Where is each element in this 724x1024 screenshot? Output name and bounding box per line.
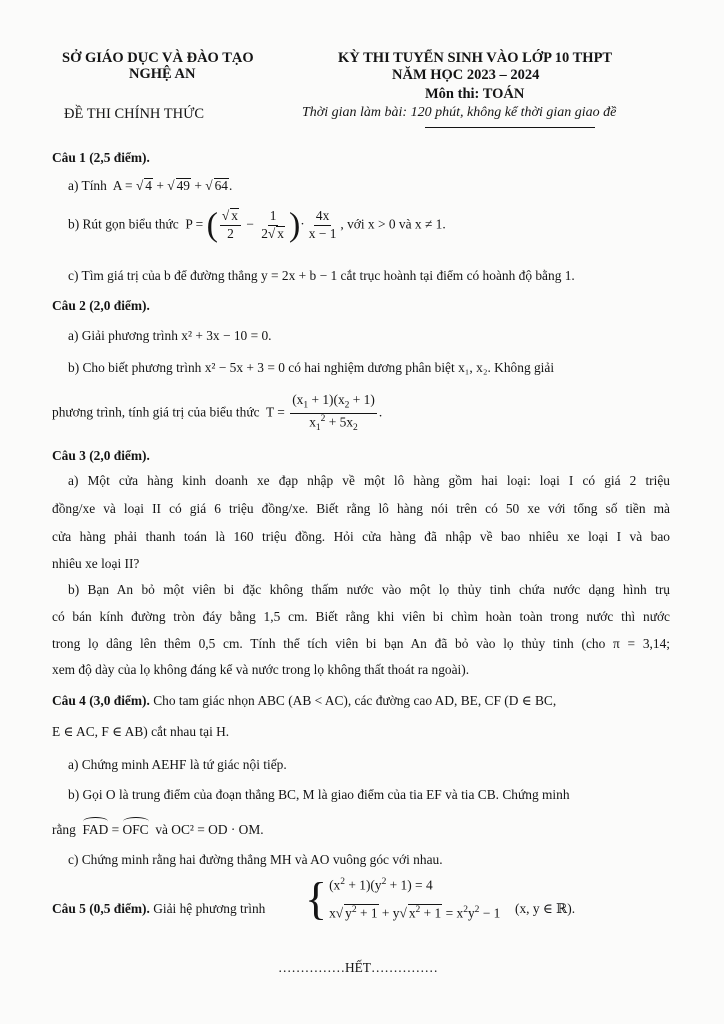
header-underline bbox=[425, 127, 595, 128]
q3-b3: trong lọ dâng lên thêm 0,5 cm. Tính thể tích viên bi bạn An đã bỏ vào lọ thủy tinh (cho π = 3,14; bbox=[52, 636, 670, 651]
q3-a3: cửa hàng phải thanh toán là 160 triệu đồng. Hỏi cửa hàng đã nhập về bao nhiêu xe loại I và bao bbox=[52, 529, 670, 544]
q2-b1: b) Cho biết phương trình x² − 5x + 3 = 0 có hai nghiệm dương phân biệt x₁, x₂. Không giải bbox=[68, 360, 555, 375]
official-label: ĐỀ THI CHÍNH THỨC bbox=[64, 106, 205, 122]
end-marker: ……………HẾT…………… bbox=[278, 960, 438, 975]
time-limit: Thời gian làm bài: 120 phút, không kể thời gian giao đề bbox=[302, 105, 617, 120]
q3-a1: a) Một cửa hàng kinh doanh xe đạp nhập về một lô hàng gồm hai loại: loại I có giá 2 triệu bbox=[68, 473, 670, 488]
q1-b: b) Rút gọn biểu thức P = ( $\frac{√ x}{2}$ − $\frac{1}{2√ x}$ )· $\frac{4x}{x - 1}$ , với x > 0 và x ≠ 1. bbox=[68, 206, 446, 244]
q5-label: Câu 5 (0,5 điểm). Giải hệ phương trình bbox=[52, 901, 266, 916]
q3-b4: xem độ dày của lọ không đáng kể và nước trong lọ không thất thoát ra ngoài). bbox=[52, 662, 470, 677]
q1-a: a) Tính A = √ 4 + √ 49 + √ 64. bbox=[68, 178, 233, 193]
dept-line2: NGHỆ AN bbox=[129, 66, 196, 82]
q3-title: Câu 3 (2,0 điểm). bbox=[52, 448, 150, 463]
q5-domain: (x, y ∈ ℝ). bbox=[515, 901, 576, 916]
q4-line1: Câu 4 (3,0 điểm). Cho tam giác nhọn ABC (AB < AC), các đường cao AD, BE, CF (D ∈ BC, bbox=[52, 693, 557, 708]
q1-title: Câu 1 (2,5 điểm). bbox=[52, 150, 150, 165]
exam-title: KỲ THI TUYỂN SINH VÀO LỚP 10 THPT bbox=[338, 50, 613, 66]
q4-b1: b) Gọi O là trung điểm của đoạn thẳng BC, M là giao điểm của tia EF và tia CB. Chứng minh bbox=[68, 787, 570, 802]
q2-a: a) Giải phương trình x² + 3x − 10 = 0. bbox=[68, 328, 272, 343]
dept-line1: SỞ GIÁO DỤC VÀ ĐÀO TẠO bbox=[62, 50, 254, 66]
q2-title: Câu 2 (2,0 điểm). bbox=[52, 298, 150, 313]
q4-b2: rằng FAD = OFC và OC² = OD · OM. bbox=[52, 822, 264, 837]
school-year: NĂM HỌC 2023 – 2024 bbox=[392, 67, 540, 83]
subject: Môn thi: TOÁN bbox=[425, 86, 525, 102]
q4-a: a) Chứng minh AEHF là tứ giác nội tiếp. bbox=[68, 757, 287, 772]
q3-b2: có bán kính đường tròn đáy bằng 1,5 cm. Biết rằng khi viên bi chìm hoàn toàn trong nước thì nước bbox=[52, 609, 670, 624]
q4-c: c) Chứng minh rằng hai đường thẳng MH và AO vuông góc với nhau. bbox=[68, 852, 443, 867]
q3-a2: đồng/xe và loại II có giá 6 triệu đồng/xe. Biết rằng lô hàng nói trên có 50 xe với tổng số tiền mà bbox=[52, 501, 670, 516]
q3-a4: nhiêu xe loại II? bbox=[52, 556, 140, 571]
q2-b2: phương trình, tính giá trị của biểu thức T = $\frac{(x_1 + 1)(x_2 + 1)}{x_1^2 + 5x_2}$ . bbox=[52, 392, 383, 433]
q5-system: { $(x^2 + 1)(y^2 + 1) = 4$ x√ $y^2 + 1 + y√$ $x^2 + 1 = x^2y^2 - 1$ bbox=[305, 873, 501, 924]
q4-line2: E ∈ AC, F ∈ AB) cắt nhau tại H. bbox=[52, 724, 230, 739]
q3-b1: b) Bạn An bỏ một viên bi đặc không thấm nước vào một lọ thủy tinh chứa nước dạng hình trụ bbox=[68, 582, 670, 597]
q1-c: c) Tìm giá trị của b để đường thẳng y = 2x + b − 1 cắt trục hoành tại điểm có hoành độ bằng 1. bbox=[68, 268, 575, 283]
